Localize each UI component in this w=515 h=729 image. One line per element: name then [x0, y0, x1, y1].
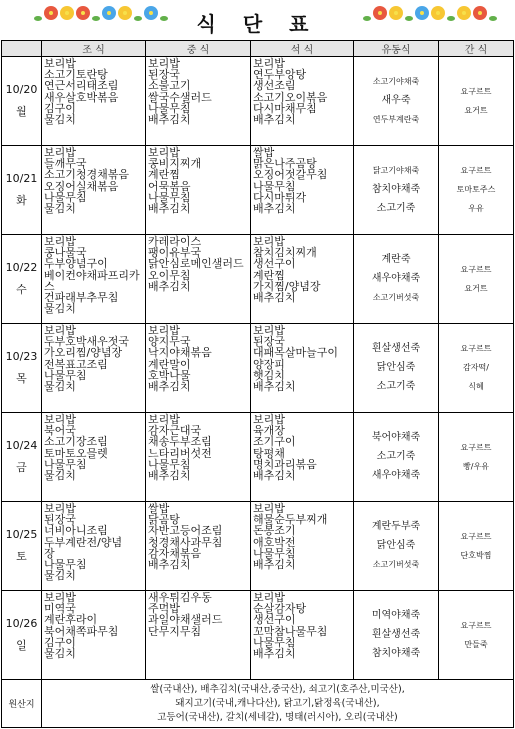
liquid-item: 소고기죽 [376, 203, 416, 214]
snack-item: 만들죽 [464, 639, 488, 649]
menu-item: 배추김치 [148, 558, 191, 572]
menu-item: 오징어실채볶음 [44, 179, 119, 193]
breakfast-cell [42, 146, 146, 235]
breakfast-cell [42, 502, 146, 591]
menu-item: 양장피 [253, 357, 285, 371]
corner-cell [2, 41, 42, 57]
menu-item: 계란후라이 [44, 613, 98, 627]
menu-item: 계란찜 [148, 168, 180, 182]
menu-item: 자반고등어조림 [148, 524, 223, 538]
menu-item: 보리밥 [44, 57, 76, 70]
snack-item: 빵/우유 [463, 461, 489, 471]
menu-item: 나물무침 [44, 190, 87, 204]
snack-item: 요구르트 [460, 86, 492, 96]
menu-item: 배추김치 [148, 469, 191, 483]
menu-item: 배추김치 [253, 380, 296, 394]
menu-item: 나물무침 [148, 101, 191, 115]
menu-item: 나물무침 [44, 558, 87, 572]
menu-item: 새우살호박볶음 [44, 90, 119, 104]
menu-item: 배추김치 [253, 291, 296, 305]
menu-item: 된장국 [44, 513, 76, 527]
liquid-item: 새우야채죽 [371, 273, 421, 284]
menu-item: 보리밥 [44, 413, 76, 426]
menu-item: 나물무침 [253, 546, 296, 560]
dinner-cell [251, 413, 354, 502]
header-row [2, 41, 514, 57]
menu-item: 건파래부추무침 [44, 291, 119, 305]
menu-item: 물김치 [44, 569, 76, 583]
day-date: 10/26 [5, 617, 38, 630]
dinner-cell [251, 324, 354, 413]
menu-item: 보리밥 [44, 502, 76, 515]
lunch-cell [146, 502, 251, 591]
menu-item: 가지찜/양념장 [253, 279, 321, 293]
liquid-item: 닭고기야채죽 [372, 166, 420, 175]
menu-item: 조기구이 [253, 435, 296, 449]
menu-item: 물김치 [44, 202, 76, 216]
day-cell [2, 235, 42, 324]
menu-item: 가오리찜/양념장 [44, 346, 123, 360]
liquid-item: 흰살생선죽 [371, 629, 421, 640]
dinner-cell [251, 591, 354, 680]
menu-item: 생선구이 [253, 613, 296, 627]
dinner-cell [251, 57, 354, 146]
menu-item: 소고기장조림 [44, 435, 108, 449]
menu-item: 나물무침 [253, 635, 296, 649]
day-weekday: 월 [16, 105, 27, 118]
menu-item: 채송두부조림 [148, 435, 212, 449]
menu-item: 물김치 [44, 302, 76, 316]
menu-item: 보리밥 [44, 235, 76, 248]
liquid-cell [354, 146, 439, 235]
menu-item: 낙지야채볶음 [148, 346, 212, 360]
menu-item: 햇김치 [253, 368, 285, 382]
day-cell [2, 502, 42, 591]
snack-cell [439, 146, 514, 235]
menu-item: 주먹밥 [148, 602, 180, 616]
menu-item: 쌀밥 [148, 502, 170, 515]
snack-cell [439, 413, 514, 502]
menu-item: 두부양념구이 [44, 257, 108, 271]
menu-item: 보리밥 [253, 57, 285, 70]
liquid-item: 참치야채죽 [371, 648, 421, 659]
menu-item: 닭곰탕 [148, 513, 180, 527]
menu-item: 계란말이 [148, 357, 191, 371]
menu-item: 소고기오이볶음 [253, 90, 328, 104]
menu-item: 물김치 [44, 380, 76, 394]
breakfast-cell [42, 57, 146, 146]
snack-cell [439, 591, 514, 680]
day-weekday: 토 [16, 550, 27, 563]
snack-item: 요구르트 [460, 344, 492, 353]
menu-item: 김구이 [44, 635, 76, 649]
day-row [2, 324, 514, 413]
menu-item: 단무지무침 [148, 624, 202, 638]
liquid-item: 연두부계란죽 [372, 115, 420, 124]
menu-item: 소불고기 [148, 79, 191, 93]
flower-decoration-right [363, 6, 497, 21]
liquid-item: 참치야채죽 [371, 184, 421, 195]
menu-item: 카레라이스 [148, 235, 202, 248]
origin-info [42, 680, 514, 728]
menu-item: 스 [44, 279, 55, 293]
menu-item: 배추김치 [148, 202, 191, 216]
breakfast-cell [42, 591, 146, 680]
day-weekday: 일 [16, 639, 27, 652]
header-liquid: 유동식 [354, 41, 439, 57]
day-row [2, 57, 514, 146]
dinner-cell [251, 502, 354, 591]
menu-item: 대패목살마늘구이 [253, 346, 339, 360]
snack-cell [439, 57, 514, 146]
header-snack: 간 식 [439, 41, 514, 57]
menu-item: 보리밥 [253, 591, 285, 604]
day-date: 10/21 [5, 172, 38, 185]
liquid-item: 흰살생선죽 [371, 343, 421, 354]
liquid-item: 소고기죽 [376, 451, 416, 462]
menu-item: 보리밥 [44, 591, 76, 604]
menu-item: 느타리버섯전 [148, 446, 212, 460]
menu-item: 새우튀김우동 [148, 591, 212, 604]
day-weekday: 화 [16, 194, 27, 207]
menu-item: 보리밥 [253, 413, 285, 426]
breakfast-cell [42, 324, 146, 413]
menu-item: 나물무침 [148, 457, 191, 471]
menu-item: 나물무침 [148, 190, 191, 204]
menu-item: 장 [44, 546, 55, 560]
menu-item: 다시마채무침 [253, 101, 317, 115]
menu-item: 나물무침 [44, 368, 87, 382]
snack-cell [439, 502, 514, 591]
menu-item: 물김치 [44, 469, 76, 483]
day-date: 10/23 [5, 350, 38, 363]
day-date: 10/20 [5, 83, 38, 96]
menu-item: 김구이 [44, 101, 76, 115]
menu-item: 쌀밥 [253, 146, 275, 159]
lunch-cell [146, 146, 251, 235]
snack-item: 요구르트 [460, 620, 492, 630]
day-date: 10/24 [5, 439, 38, 452]
menu-item: 돈봉조기 [253, 524, 296, 538]
menu-item: 들깨무국 [44, 157, 87, 171]
menu-item: 콩비지찌개 [148, 157, 202, 171]
menu-item: 연근서리태조림 [44, 79, 119, 93]
dinner-cell [251, 235, 354, 324]
liquid-item: 닭안심죽 [376, 540, 416, 551]
day-weekday: 금 [16, 461, 27, 474]
menu-item: 배추김치 [253, 113, 296, 127]
menu-item: 생선조림 [253, 79, 296, 93]
snack-item: 토마토주스 [456, 185, 496, 194]
day-cell [2, 591, 42, 680]
snack-item: 감자떡/ [463, 363, 489, 372]
menu-item: 배추김치 [148, 113, 191, 127]
menu-item: 소고기청경채볶음 [44, 168, 130, 182]
menu-item: 양지무국 [148, 335, 191, 349]
menu-item: 배추김치 [253, 469, 296, 483]
liquid-item: 새우죽 [381, 95, 411, 106]
origin-line: 쌀(국내산), 배추김치(국내산,중국산), 쇠고기(호주산,미국산), [150, 683, 405, 695]
menu-item: 보리밥 [253, 502, 285, 515]
day-row [2, 235, 514, 324]
menu-item: 배추김치 [253, 647, 296, 661]
menu-item: 보리밥 [148, 146, 180, 159]
menu-item: 청경채사과무침 [148, 535, 223, 549]
snack-item: 요구르트 [460, 264, 492, 274]
day-weekday: 목 [16, 372, 27, 385]
day-row [2, 146, 514, 235]
menu-item: 연두부앙탕 [253, 68, 307, 82]
day-cell [2, 324, 42, 413]
day-row [2, 591, 514, 680]
menu-item: 해물순두부찌개 [253, 513, 328, 527]
menu-item: 어묵볶음 [148, 179, 191, 193]
day-date: 10/25 [5, 528, 38, 541]
menu-item: 물김치 [44, 647, 76, 661]
menu-item: 된장국 [253, 335, 285, 349]
menu-item: 계란찜 [253, 268, 285, 282]
liquid-item: 북어야채죽 [371, 432, 421, 443]
liquid-cell [354, 57, 439, 146]
origin-label: 원산지 [2, 680, 42, 728]
menu-item: 보리밥 [148, 324, 180, 337]
header-lunch: 중 식 [146, 41, 251, 57]
menu-table [1, 40, 514, 728]
menu-item: 보리밥 [44, 146, 76, 159]
header-dinner: 석 식 [251, 41, 354, 57]
day-row [2, 502, 514, 591]
snack-item: 우유 [468, 204, 484, 213]
lunch-cell [146, 413, 251, 502]
liquid-item: 소고기야채죽 [372, 77, 420, 86]
menu-item: 감자채볶음 [148, 546, 202, 560]
menu-item: 참치김치찌개 [253, 246, 317, 260]
breakfast-cell [42, 235, 146, 324]
menu-item: 생선구이 [253, 257, 296, 271]
menu-item: 팽이유부국 [148, 246, 202, 260]
menu-item: 배추김치 [253, 202, 296, 216]
menu-item: 육개장 [253, 424, 285, 438]
header [0, 0, 515, 40]
menu-item: 보리밥 [44, 324, 76, 337]
menu-item: 두부호박새우젓국 [44, 335, 130, 349]
origin-row [2, 680, 514, 728]
breakfast-cell [42, 413, 146, 502]
lunch-cell [146, 235, 251, 324]
menu-item: 북어채쪽파무침 [44, 624, 119, 638]
liquid-item: 미역야채죽 [371, 610, 421, 621]
menu-item: 베이컨야채파프리카 [44, 268, 140, 282]
menu-item: 순살감자탕 [253, 602, 307, 616]
origin-line: 돼지고기(국내,캐나다산), 닭고기,닭정육(국내산), [175, 697, 380, 709]
menu-item: 배추김치 [253, 558, 296, 572]
menu-item: 배추김치 [148, 279, 191, 293]
menu-item: 보리밥 [253, 324, 285, 337]
page-title: 식 단 표 [196, 12, 319, 36]
snack-item: 단호박찜 [460, 550, 492, 560]
lunch-cell [146, 324, 251, 413]
menu-item: 애호박전 [253, 535, 296, 549]
liquid-item: 계란죽 [381, 254, 411, 265]
menu-item: 나물무침 [44, 457, 87, 471]
liquid-item: 새우야채죽 [371, 470, 421, 481]
day-row [2, 413, 514, 502]
menu-item: 맑은나주곰탕 [253, 157, 317, 171]
snack-item: 요거트 [464, 283, 488, 293]
liquid-item: 계란두부죽 [371, 521, 421, 532]
day-cell [2, 57, 42, 146]
menu-item: 두부계란전/양념 [44, 535, 123, 549]
liquid-cell [354, 235, 439, 324]
day-cell [2, 413, 42, 502]
menu-item: 미역국 [44, 602, 76, 616]
snack-item: 요구르트 [460, 442, 492, 452]
snack-item: 요구르트 [460, 531, 492, 541]
menu-item: 너비아니조림 [44, 524, 108, 538]
lunch-cell [146, 57, 251, 146]
menu-item: 명치과리볶음 [253, 457, 317, 471]
menu-item: 호박나물 [148, 368, 191, 382]
snack-cell [439, 235, 514, 324]
liquid-cell [354, 591, 439, 680]
menu-item: 보리밥 [148, 57, 180, 70]
menu-item: 된장국 [148, 68, 180, 82]
menu-item: 탕평채 [253, 446, 285, 460]
dinner-cell [251, 146, 354, 235]
menu-item: 쌀국수샐러드 [148, 90, 212, 104]
liquid-cell [354, 502, 439, 591]
liquid-item: 소고기죽 [376, 381, 416, 392]
menu-item: 닭안심로메인샐러드 [148, 257, 244, 271]
menu-item: 감자근대국 [148, 424, 202, 438]
liquid-cell [354, 324, 439, 413]
menu-item: 꼬막참나물무침 [253, 624, 328, 638]
menu-item: 나물무침 [253, 179, 296, 193]
menu-item: 배추김치 [148, 380, 191, 394]
snack-cell [439, 324, 514, 413]
snack-item: 요거트 [464, 105, 488, 115]
lunch-cell [146, 591, 251, 680]
menu-item: 오이무침 [148, 268, 191, 282]
menu-item: 오징어젓갈무침 [253, 168, 328, 182]
menu-item: 보리밥 [148, 413, 180, 426]
snack-item: 식혜 [468, 382, 484, 391]
header-breakfast: 조 식 [42, 41, 146, 57]
menu-item: 과일야채샐러드 [148, 613, 223, 627]
day-weekday: 수 [16, 283, 27, 296]
day-cell [2, 146, 42, 235]
liquid-item: 소고기버섯죽 [372, 293, 420, 302]
menu-item: 다시마튀각 [253, 190, 307, 204]
liquid-cell [354, 413, 439, 502]
liquid-item: 소고기버섯죽 [372, 560, 420, 569]
menu-item: 토마토오믈렛 [44, 446, 108, 460]
menu-item: 물김치 [44, 113, 76, 127]
menu-item: 소고기토란탕 [44, 68, 108, 82]
liquid-item: 닭안심죽 [376, 362, 416, 373]
menu-item: 전복표고조림 [44, 357, 108, 371]
menu-item: 북어국 [44, 424, 76, 438]
menu-item: 콩나물국 [44, 246, 87, 260]
origin-line: 고등어(국내산), 갈치(세네갈), 명태(러시아), 오리(국내산) [157, 711, 398, 723]
day-date: 10/22 [5, 261, 38, 274]
snack-item: 요구르트 [460, 166, 492, 175]
menu-item: 보리밥 [253, 235, 285, 248]
